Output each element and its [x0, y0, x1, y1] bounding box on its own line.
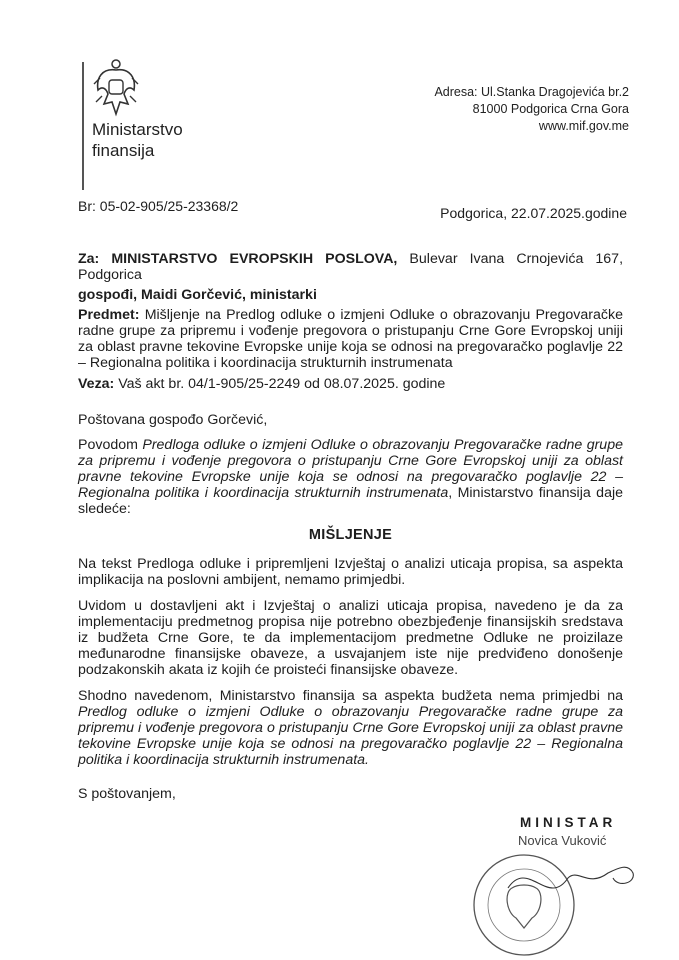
recipient-label: Za: MINISTARSTVO EVROPSKIH POSLOVA,	[78, 251, 398, 267]
paragraph-4	[78, 688, 623, 768]
address-line1: Adresa: Ul.Stanka Dragojevića br.2	[434, 85, 629, 99]
address-line2: 81000 Podgorica Crna Gora	[472, 102, 629, 116]
p1-start: Povodom	[78, 437, 143, 453]
p4-start: Shodno navedenom, Ministarstvo finansija sa aspekta budžeta nema primjedbi na	[78, 688, 623, 704]
ministry-line1: Ministarstvo	[92, 120, 183, 139]
official-stamp	[468, 850, 648, 960]
ministry-line2: finansija	[92, 141, 155, 160]
signature-title: MINISTAR	[520, 815, 617, 830]
paragraph-1	[78, 437, 623, 517]
link-label: Veza:	[78, 376, 115, 392]
reference-link	[78, 376, 623, 392]
opinion-heading: MIŠLJENJE	[308, 527, 393, 543]
recipient-address: Bulevar Ivana Crnojevića 167, Podgorica	[78, 251, 624, 283]
link-text: Vaš akt br. 04/1-905/25-2249 od 08.07.2025. godine	[114, 376, 446, 392]
subject	[78, 307, 623, 371]
website: www.mif.gov.me	[538, 119, 629, 133]
subject-text: Mišljenje na Predlog odluke o izmjeni Odluke o obrazovanju Pregovaračke radne grupe za pripremu i vođenje pregovora o pristupanju Crne Gore Evropskoj uniji za oblast pravne tekovine Evropske unije koja se odnosi na pregovaračko poglavlje 22 – Regionalna politika i koordinacija strukturnih instrumenata	[78, 307, 623, 371]
reference-number: Br: 05-02-905/25-23368/2	[78, 198, 239, 214]
signatory-name: Novica Vuković	[518, 833, 607, 848]
p1-end: , Ministarstvo finansija daje sledeće:	[78, 485, 624, 517]
ministry-name	[92, 119, 183, 161]
salutation: Poštovana gospođo Gorčević,	[78, 412, 268, 428]
closing: S poštovanjem,	[78, 786, 176, 802]
addressee: gospođi, Maidi Gorčević, ministarki	[78, 287, 317, 303]
address-block	[434, 84, 629, 135]
subject-label: Predmet:	[78, 307, 140, 323]
coat-of-arms-logo	[92, 58, 140, 120]
document-date: Podgorica, 22.07.2025.godine	[440, 205, 627, 221]
paragraph-3: Uvidom u dostavljeni akt i Izvještaj o analizi uticaja propisa, navedeno je da za implementaciju predmetnog propisa nije potrebno obezbjeđenje finansijskih sredstava iz budžeta Crne Gore, te da implementacijom predmetne Odluke ne proizilaze međunarodne finansijske obaveze, a usvajanjem iste nije predviđeno donošenje podzakonskih akata iz kojih će proisteći finansijske obaveze.	[78, 598, 623, 678]
recipient-line	[78, 251, 623, 283]
paragraph-2: Na tekst Predloga odluke i pripremljeni Izvještaj o analizi uticaja propisa, sa aspekta implikacija na poslovni ambijent, nemamo primjedbi.	[78, 556, 623, 588]
p1-italic: Predloga odluke o izmjeni Odluke o obrazovanju Pregovaračke radne grupe za pripremu i vođenje pregovora o pristupanju Crne Gore Evropskoj uniji za oblast pravne tekovine Evropske unije koja se odnosi na pregovaračko poglavlje 22 – Regionalna politika i koordinacija strukturnih instrumenata	[78, 437, 623, 501]
letter-body	[78, 251, 623, 802]
letterhead-divider	[82, 62, 84, 190]
p4-italic: Predlog odluke o izmjeni Odluke o obrazovanju Pregovaračke radne grupe za pripremu i vođenje pregovora o pristupanju Crne Gore Evropskoj uniji za oblast pravne tekovine Evropske unije koja se odnosi na pregovaračko poglavlje 22 – Regionalna politika i koordinacija strukturnih instrumenata.	[78, 704, 623, 768]
